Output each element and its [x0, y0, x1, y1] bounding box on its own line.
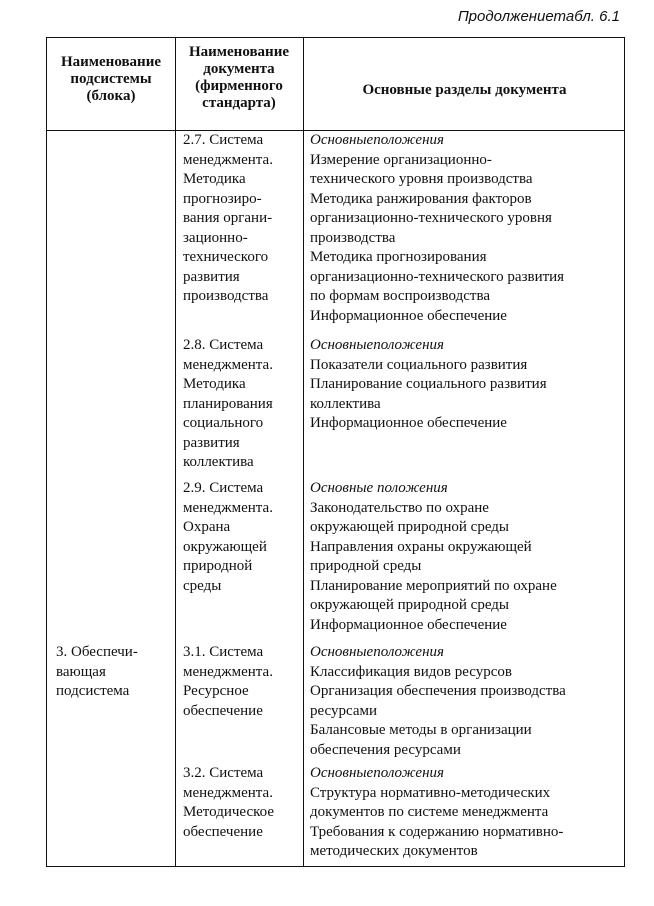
document-name-2-8: 2.8. Система менеджмента. Методика планирования социального развития коллектива: [183, 337, 273, 470]
document-name-3-1: 3.1. Система менеджмента. Ресурсное обеспечение: [183, 644, 273, 719]
header-sections: Основные разделы документа: [362, 82, 567, 98]
column-divider: [175, 38, 176, 866]
document-name-2-7: 2.7. Система менеджмента. Методика прогнозиро- вания органи- зационно- технического развития производства: [183, 132, 273, 304]
document-sections-2-7: Основныеположения Измерение организационно- технического уровня производства Методика ранжирования факторов организационно-технического уровня производства Методика прогнозирования организационно-технического развития по формам воспроизводства Информационное обеспечение: [310, 132, 565, 324]
header-subsystem: Наименование подсистемы (блока): [61, 54, 161, 104]
document-sections-3-1: Основныеположения Классификация видов ресурсов Организация обеспечения производства ресурсами Балансовые методы в организации обеспечения ресурсами: [310, 644, 566, 758]
document-table: [46, 37, 625, 867]
table-caption: Продолжениетабл. 6.1: [457, 8, 620, 25]
column-divider: [303, 38, 304, 866]
subsystem-name: 3. Обеспечи- вающая подсистема: [56, 644, 138, 699]
document-sections-2-9: Основные положения Законодательство по охране окружающей природной среды Направления охраны окружающей природной среды Планирование мероприятий по охране окружающей природной среды Информационное обеспечение: [310, 480, 557, 633]
document-sections-3-2: Основныеположения Структура нормативно-методических документов по системе менеджмента Требования к содержанию нормативно- методических документов: [310, 765, 564, 859]
document-sections-2-8: Основныеположения Показатели социального развития Планирование социального развития коллектива Информационное обеспечение: [310, 337, 547, 431]
document-name-2-9: 2.9. Система менеджмента. Охрана окружающей природной среды: [183, 480, 273, 594]
document-name-3-2: 3.2. Система менеджмента. Методическое обеспечение: [183, 765, 274, 840]
header-document: Наименование документа (фирменного стандарта): [189, 44, 289, 111]
